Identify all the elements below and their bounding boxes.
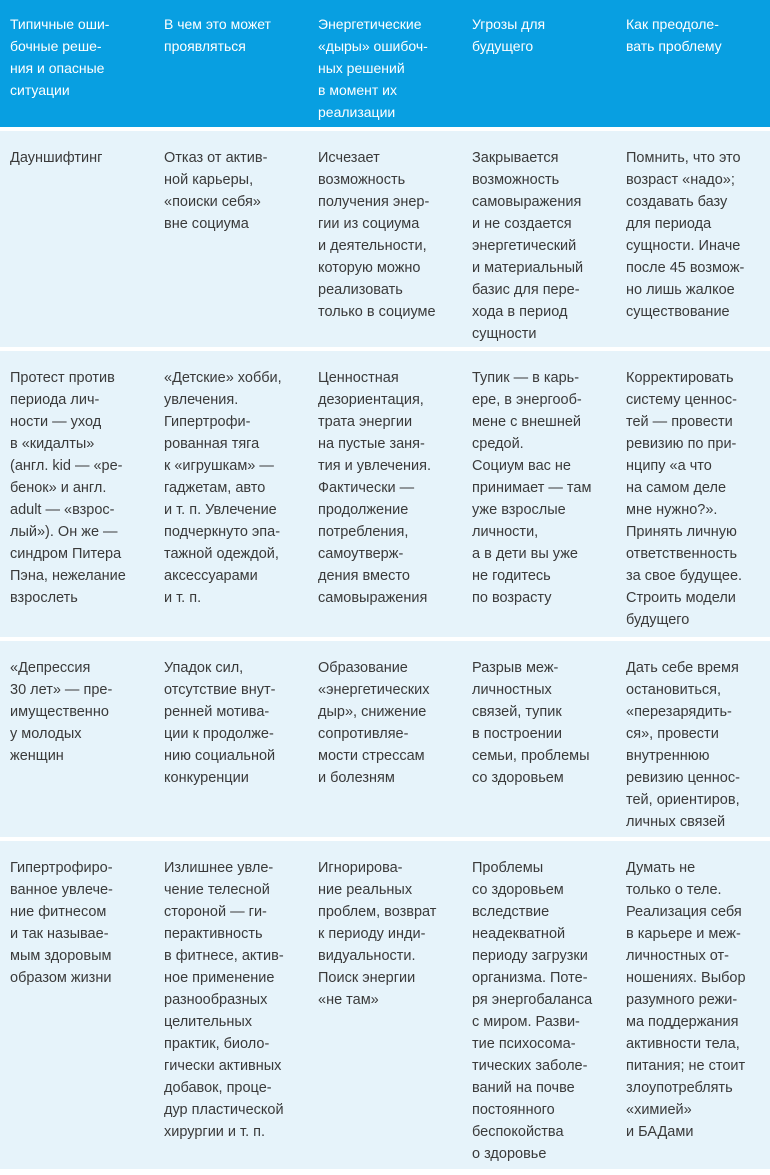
- table-cell: Тупик — в карь- ере, в энергооб- мене с внешней средой. Социум вас не принимает — там уже взрослые личности, а в дети вы уже не годитесь по возрасту: [472, 370, 592, 606]
- table-cell: «Детские» хобби, увлечения. Гипертрофи- рованная тяга к «игрушкам» — гаджетам, авто и т. п. Увлечение подчеркнуто эпа- тажной одеждой, аксессуарами и т. п.: [164, 370, 282, 606]
- table-row: [0, 841, 770, 1169]
- table-cell: Думать не только о теле. Реализация себя в карьере и меж- личностных от- ношениях. Выбор разумного режи- ма поддержания активности тела, питания; не стоит злоупотреблять «химией» и БАДами: [626, 860, 746, 1140]
- header-cell-how-to-overcome: Как преодоле- вать проблему: [626, 16, 722, 54]
- table-row: [0, 641, 770, 837]
- table-cell: «Депрессия 30 лет» — пре- имущественно у молодых женщин: [10, 660, 113, 764]
- table-cell: Помнить, что это возраст «надо»; создавать базу для периода сущности. Иначе после 45 возмож- но лишь жалкое существование: [626, 150, 745, 320]
- table-row: [0, 351, 770, 637]
- table-cell: Дать себе время остановиться, «перезарядить- ся», провести внутреннюю ревизию ценнос- тей, ориентиров, личных связей: [626, 660, 740, 830]
- table-cell: Проблемы со здоровьем вследствие неадекватной периоду загрузки организма. Поте- ря энергобаланса с миром. Разви- тие психосома- тических заболе- ваний на почве постоянного беспокойства о здоровье: [472, 860, 593, 1162]
- header-cell-how-it-manifests: В чем это может проявляться: [164, 16, 271, 54]
- table-cell: Дауншифтинг: [10, 150, 103, 166]
- table-cell: Излишнее увле- чение телесной стороной — ги- перактивность в фитнесе, актив- ное применение разнообразных целительных практик, биоло- гически активных добавок, проце- дур пластической хирургии и т. п.: [164, 860, 284, 1140]
- header-row: [0, 0, 770, 127]
- table-cell: Протест против периода лич- ности — уход в «кидалты» (англ. kid — «ре- бенок» и англ. adult — «взрос- лый»). Он же — синдром Питера Пэна, нежелание взрослеть: [10, 370, 126, 606]
- table-cell: Игнорирова- ние реальных проблем, возврат к периоду инди- видуальности. Поиск энергии «не там»: [318, 860, 437, 1008]
- table-cell: Исчезает возможность получения энер- гии из социума и деятельности, которую можно реализовать только в социуме: [318, 150, 436, 320]
- header-cell-future-threats: Угрозы для будущего: [472, 16, 546, 54]
- table-cell: Отказ от актив- ной карьеры, «поиски себя» вне социума: [164, 150, 268, 232]
- table-cell: Гипертрофиро- ванное увлече- ние фитнесом и так называе- мым здоровым образом жизни: [10, 860, 113, 986]
- header-cell-energy-holes: Энергетические «дыры» ошибоч- ных решений в момент их реализации: [318, 16, 428, 120]
- table-cell: Закрывается возможность самовыражения и не создается энергетический и материальный базис для пере- хода в период сущности: [472, 150, 584, 342]
- table-cell: Разрыв меж- личностных связей, тупик в построении семьи, проблемы со здоровьем: [472, 660, 590, 786]
- header-cell-typical-mistakes: Типичные оши- бочные реше- ния и опасные ситуации: [10, 16, 110, 98]
- table-row: [0, 131, 770, 347]
- table-cell: Упадок сил, отсутствие внут- ренней мотива- ции к продолже- нию социальной конкуренции: [164, 660, 276, 786]
- table-cell: Образование «энергетических дыр», снижение сопротивляе- мости стрессам и болезням: [318, 660, 430, 786]
- table-cell: Корректировать систему ценнос- тей — провести ревизию по при- нципу «а что на самом деле мне нужно?». Принять личную ответственность за свое будущее. Строить модели будущего: [626, 370, 743, 628]
- table-cell: Ценностная дезориентация, трата энергии на пустые заня- тия и увлечения. Фактически — продолжение потребления, самоутверж- дения вместо самовыражения: [318, 370, 432, 606]
